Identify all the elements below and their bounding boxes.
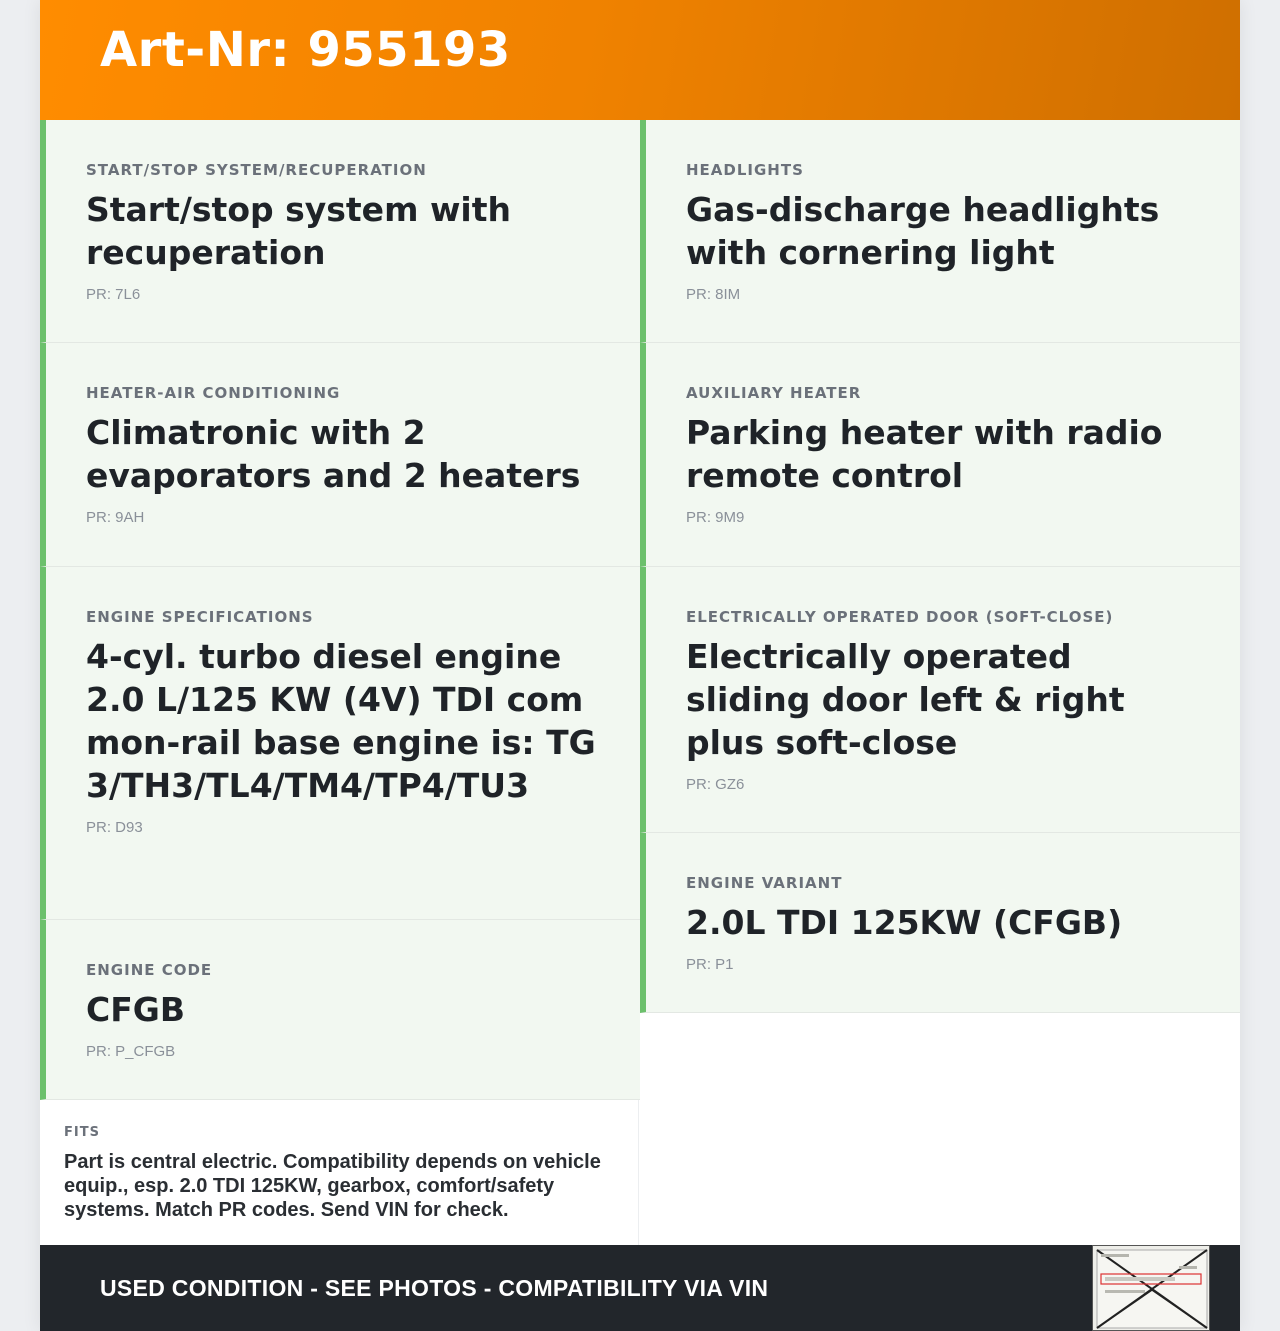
part-label-photo xyxy=(1092,1245,1210,1331)
right-column xyxy=(640,120,1240,1013)
pr-code: PR: 9M9 xyxy=(686,509,745,526)
spec-card-sliding-door xyxy=(640,567,1240,833)
spec-value: 2.0L TDI 125KW (CFGB) xyxy=(686,903,1123,942)
spec-value: Gas-discharge headlights with cornering light xyxy=(686,190,1160,272)
header-banner xyxy=(40,0,1240,120)
spec-label: AUXILIARY HEATER xyxy=(686,384,862,402)
pr-code: PR: D93 xyxy=(86,819,143,836)
spec-card-engine-variant xyxy=(640,833,1240,1013)
spec-value: Electrically operated sliding door left & right plus soft-close xyxy=(686,637,1125,762)
fits-section xyxy=(40,1100,639,1245)
pr-code: PR: P1 xyxy=(686,956,734,973)
spec-value: CFGB xyxy=(86,990,185,1029)
spec-label: ENGINE VARIANT xyxy=(686,874,843,892)
fits-label: FITS xyxy=(64,1125,100,1140)
spec-label: START/STOP SYSTEM/RECUPERATION xyxy=(86,161,427,179)
left-column xyxy=(40,120,640,1100)
spec-label: ELECTRICALLY OPERATED DOOR (SOFT-CLOSE) xyxy=(686,608,1114,626)
pr-code: PR: P_CFGB xyxy=(86,1043,176,1060)
pr-code: PR: 7L6 xyxy=(86,286,141,303)
article-number-title: Art-Nr: 955193 xyxy=(100,22,511,78)
spec-card-start-stop xyxy=(40,120,640,343)
spec-label: ENGINE CODE xyxy=(86,961,213,979)
pr-code: PR: 9AH xyxy=(86,509,145,526)
spec-label: HEADLIGHTS xyxy=(686,161,804,179)
spec-card-engine-code xyxy=(40,920,640,1100)
fits-text: Part is central electric. Compatibility depends on vehicle equip., esp. 2.0 TDI 125KW, gearbox, comfort/safety systems. Match PR codes. Send VIN for check. xyxy=(64,1151,601,1221)
spec-card-engine-specs xyxy=(40,567,640,920)
spec-value: 4-cyl. turbo diesel engine 2.0 L/125 KW (4V) TDI common-rail base engine is: TG3/TH3/TL4/TM4/TP4/TU3 xyxy=(86,637,596,805)
spec-label: ENGINE SPECIFICATIONS xyxy=(86,608,314,626)
spec-value: Parking heater with radio remote control xyxy=(686,413,1163,495)
spec-value: Climatronic with 2 evaporators and 2 heaters xyxy=(86,413,581,495)
spec-card-headlights xyxy=(640,120,1240,343)
footer-bar xyxy=(40,1245,1240,1331)
spec-card-auxiliary-heater xyxy=(640,343,1240,567)
spec-label: HEATER-AIR CONDITIONING xyxy=(86,384,341,402)
spec-card-heater-ac xyxy=(40,343,640,567)
product-sheet xyxy=(40,0,1240,1331)
spec-value: Start/stop system with recuperation xyxy=(86,190,512,272)
footer-notice: USED CONDITION - SEE PHOTOS - COMPATIBILITY VIA VIN xyxy=(100,1275,769,1301)
pr-code: PR: 8IM xyxy=(686,286,741,303)
label-photo-image xyxy=(1093,1246,1210,1331)
pr-code: PR: GZ6 xyxy=(686,776,745,793)
